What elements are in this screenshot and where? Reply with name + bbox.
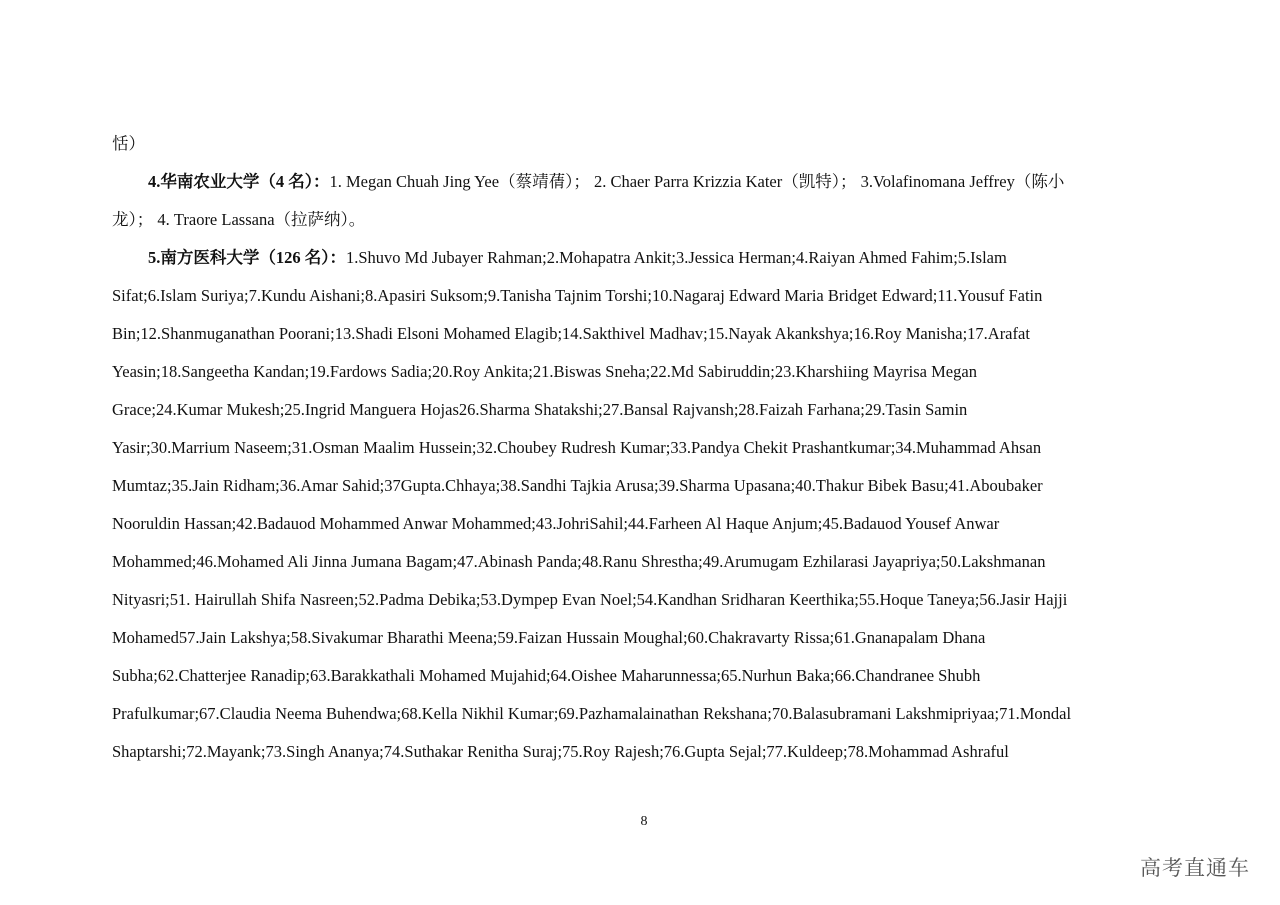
text-line-17: Subha;62.Chatterjee Ranadip;63.Barakkathali Mohamed Mujahid;64.Oishee Maharunnessa;65.Nurhun Baka;66.Chandranee Shubh <box>112 666 981 685</box>
section-heading-4: 4.华南农业大学（4 名）： <box>148 172 330 191</box>
text-line-1: 恬） <box>112 134 145 153</box>
section-heading-5: 5.南方医科大学（126 名）： <box>148 248 346 267</box>
text-line-13: Nooruldin Hassan;42.Badauod Mohammed Anwar Mohammed;43.JohriSahil;44.Farheen Al Haque Anjum;45.Badauod Yousef Anwar <box>112 514 1000 533</box>
text-line-3: 1. Megan Chuah Jing Yee（蔡靖蒨）； 2. Chaer Parra Krizzia Kater（凯特）； 3.Volafinomana Jeffrey（陈小 <box>329 172 1065 191</box>
text-line-9: Yeasin;18.Sangeetha Kandan;19.Fardows Sadia;20.Roy Ankita;21.Biswas Sneha;22.Md Sabiruddin;23.Kharshiing Mayrisa Megan <box>112 362 977 381</box>
text-line-19: Shaptarshi;72.Mayank;73.Singh Ananya;74.Suthakar Renitha Suraj;75.Roy Rajesh;76.Gupta Sejal;77.Kuldeep;78.Mohammad Ashraful <box>112 742 1009 761</box>
page-number: 8 <box>640 814 648 829</box>
text-line-8: Bin;12.Shanmuganathan Poorani;13.Shadi Elsoni Mohamed Elagib;14.Sakthivel Madhav;15.Nayak Akankshya;16.Roy Manisha;17.Arafat <box>112 324 1030 343</box>
text-line-18: Prafulkumar;67.Claudia Neema Buhendwa;68.Kella Nikhil Kumar;69.Pazhamalainathan Rekshana;70.Balasubramani Lakshmipriyaa;71.Mondal <box>112 704 1072 723</box>
text-line-11: Yasir;30.Marrium Naseem;31.Osman Maalim Hussein;32.Choubey Rudresh Kumar;33.Pandya Chekit Prashantkumar;34.Muhammad Ahsan <box>112 438 1042 457</box>
paragraph-5-line-1 <box>148 248 1007 268</box>
text-line-6: 1.Shuvo Md Jubayer Rahman;2.Mohapatra Ankit;3.Jessica Herman;4.Raiyan Ahmed Fahim;5.Islam <box>346 248 1007 267</box>
paragraph-4-line-1 <box>148 172 1064 192</box>
text-line-4: 龙）； 4. Traore Lassana（拉萨纳）。 <box>112 210 366 229</box>
text-line-10: Grace;24.Kumar Mukesh;25.Ingrid Manguera Hojas26.Sharma Shatakshi;27.Bansal Rajvansh;28.Faizah Farhana;29.Tasin Samin <box>112 400 968 419</box>
watermark-logo-text: 高考直通车 <box>1140 856 1250 880</box>
text-line-16: Mohamed57.Jain Lakshya;58.Sivakumar Bharathi Meena;59.Faizan Hussain Moughal;60.Chakravarty Rissa;61.Gnanapalam Dhana <box>112 628 986 647</box>
text-line-15: Nityasri;51. Hairullah Shifa Nasreen;52.Padma Debika;53.Dympep Evan Noel;54.Kandhan Sridharan Keerthika;55.Hoque Taneya;56.Jasir Hajji <box>112 590 1068 609</box>
text-line-14: Mohammed;46.Mohamed Ali Jinna Jumana Bagam;47.Abinash Panda;48.Ranu Shrestha;49.Arumugam Ezhilarasi Jayapriya;50.Lakshmanan <box>112 552 1046 571</box>
text-line-12: Mumtaz;35.Jain Ridham;36.Amar Sahid;37Gupta.Chhaya;38.Sandhi Tajkia Arusa;39.Sharma Upasana;40.Thakur Bibek Basu;41.Aboubaker <box>112 476 1043 495</box>
text-line-7: Sifat;6.Islam Suriya;7.Kundu Aishani;8.Apasiri Suksom;9.Tanisha Tajnim Torshi;10.Nagaraj Edward Maria Bridget Edward;11.Yousuf Fatin <box>112 286 1043 305</box>
